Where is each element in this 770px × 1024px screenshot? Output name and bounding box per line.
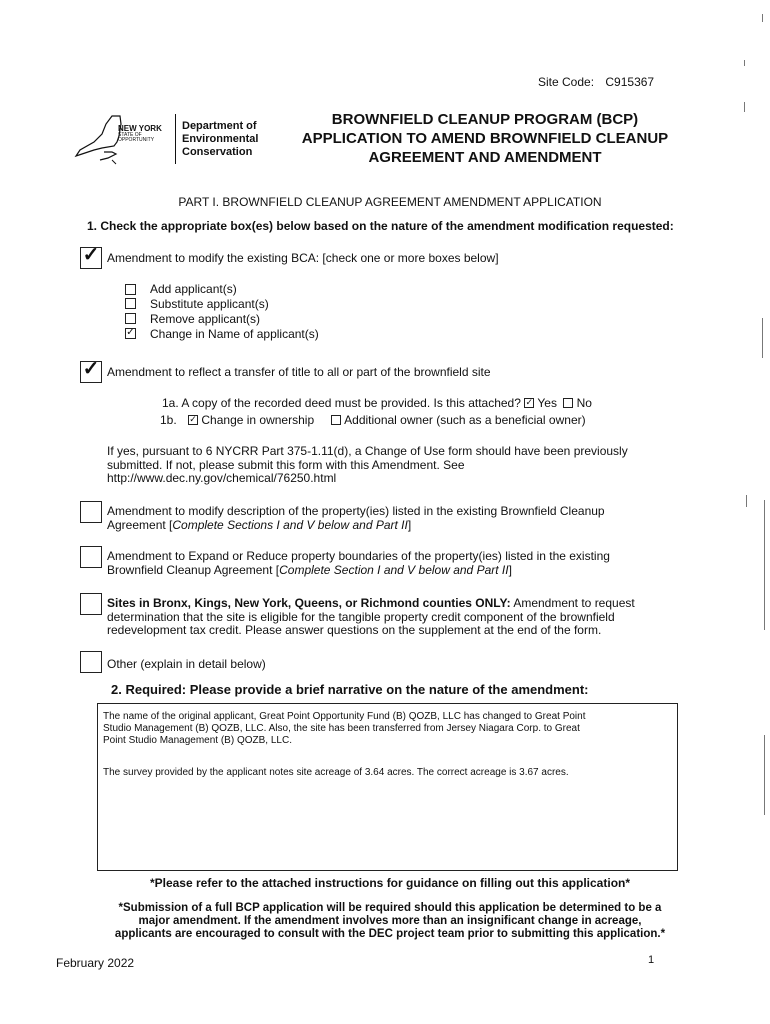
question-2: 2. Required: Please provide a brief narrative on the nature of the amendment: bbox=[111, 682, 589, 697]
site-code-label: Site Code: bbox=[538, 75, 595, 89]
expand-reduce-line1: Amendment to Expand or Reduce property boundaries of the property(ies) listed in the existing bbox=[107, 549, 610, 563]
checkmark-icon: ✓ bbox=[126, 327, 135, 338]
change-of-use-line1: If yes, pursuant to 6 NYCRR Part 375-1.11(d), a Change of Use form should have been previously bbox=[107, 444, 628, 458]
remove-applicant-checkbox[interactable] bbox=[125, 313, 136, 324]
change-of-use-line2: submitted. If not, please submit this form with this Amendment. See bbox=[107, 457, 465, 472]
additional-owner-checkbox[interactable] bbox=[331, 415, 341, 425]
scan-artifact bbox=[762, 318, 763, 358]
scan-artifact bbox=[744, 60, 745, 66]
checkmark-icon: ✓ bbox=[189, 414, 197, 424]
submission-line2: major amendment. If the amendment involves more than an insignificant change in acreage, bbox=[138, 915, 642, 927]
logo-dept-line1: Department of bbox=[182, 120, 257, 132]
remove-applicant-label: Remove applicant(s) bbox=[150, 312, 261, 326]
change-name-checkbox[interactable] bbox=[125, 328, 136, 339]
modify-description-line1: Amendment to modify description of the property(ies) listed in the existing Brownfield Cleanup bbox=[107, 504, 605, 518]
scan-artifact bbox=[764, 735, 765, 815]
expand-reduce-line2-c: ] bbox=[508, 562, 512, 577]
modify-description-line2-a: Agreement [ bbox=[107, 517, 173, 532]
question-1a-text: 1a. A copy of the recorded deed must be provided. Is this attached? bbox=[162, 396, 521, 410]
add-applicant-checkbox[interactable] bbox=[125, 284, 136, 295]
checkmark-icon: ✓ bbox=[82, 244, 100, 266]
nyc-sites-label bbox=[107, 597, 635, 638]
footer-date: February 2022 bbox=[56, 956, 135, 970]
part1-heading: PART I. BROWNFIELD CLEANUP AGREEMENT AMENDMENT APPLICATION bbox=[178, 195, 602, 209]
logo-dept-line3: Conservation bbox=[182, 146, 253, 158]
instructions-note: *Please refer to the attached instructions for guidance on filling out this application* bbox=[149, 876, 631, 890]
narrative-textarea[interactable] bbox=[97, 703, 678, 871]
modify-description-checkbox[interactable] bbox=[80, 501, 102, 523]
change-ownership-checkbox[interactable] bbox=[188, 415, 198, 425]
additional-owner-label: Additional owner (such as a beneficial owner) bbox=[344, 413, 586, 427]
expand-reduce-label bbox=[107, 550, 610, 577]
transfer-checkbox[interactable] bbox=[80, 358, 102, 383]
question-1a bbox=[162, 396, 592, 410]
substitute-applicant-label: Substitute applicant(s) bbox=[150, 297, 269, 311]
add-applicant-label: Add applicant(s) bbox=[150, 282, 237, 296]
change-ownership-label: Change in ownership bbox=[201, 413, 315, 427]
expand-reduce-line2-a: Brownfield Cleanup Agreement [ bbox=[107, 562, 280, 577]
site-code-value: C915367 bbox=[605, 75, 655, 89]
question-1b bbox=[160, 413, 586, 427]
modify-description-line2-c: ] bbox=[407, 517, 412, 532]
question-1: 1. Check the appropriate box(es) below based on the nature of the amendment modification requested: bbox=[87, 219, 674, 233]
modify-description-line2-italic: Complete Sections I and V below and Part II bbox=[172, 517, 408, 532]
title-line3: AGREEMENT AND AMENDMENT bbox=[368, 149, 602, 166]
narrative-paragraph-2: The survey provided by the applicant notes site acreage of 3.64 acres. The correct acreage is 3.67 acres. bbox=[103, 767, 569, 778]
modify-description-label bbox=[107, 505, 605, 532]
scan-artifact bbox=[762, 14, 763, 22]
scan-artifact bbox=[764, 500, 765, 630]
expand-reduce-checkbox[interactable] bbox=[80, 546, 102, 568]
modify-bca-checkbox[interactable] bbox=[80, 244, 102, 269]
other-label: Other (explain in detail below) bbox=[107, 657, 266, 671]
change-of-use-note bbox=[107, 445, 687, 486]
question-1b-prefix: 1b. bbox=[160, 413, 177, 427]
logo-state-of: STATE OF bbox=[118, 132, 142, 138]
nyc-sites-line2: determination that the site is eligible for the tangible property credit component of the brownfield bbox=[107, 609, 615, 624]
page-number: 1 bbox=[648, 954, 655, 966]
nyc-sites-checkbox[interactable] bbox=[80, 593, 102, 615]
title-line2: APPLICATION TO AMEND BROWNFIELD CLEANUP bbox=[301, 130, 669, 147]
scan-artifact bbox=[744, 102, 745, 112]
narrative-p1-line3: Point Studio Management (B) QOZB, LLC. bbox=[103, 735, 292, 746]
modify-description-line2 bbox=[107, 519, 605, 533]
submission-note bbox=[70, 902, 710, 941]
deed-yes-checkbox[interactable] bbox=[524, 398, 534, 408]
scan-artifact bbox=[746, 495, 747, 507]
logo-state-name: NEW YORK bbox=[118, 124, 162, 133]
expand-reduce-line2-italic: Complete Section I and V below and Part II bbox=[279, 562, 509, 577]
nyc-sites-line3: redevelopment tax credit. Please answer questions on the supplement at the end of the form. bbox=[107, 623, 602, 637]
deed-no-checkbox[interactable] bbox=[563, 398, 573, 408]
nyc-sites-line1-rest: Amendment to request bbox=[510, 596, 635, 610]
title-line1: BROWNFIELD CLEANUP PROGRAM (BCP) bbox=[331, 111, 639, 128]
form-title bbox=[275, 110, 695, 167]
logo-divider bbox=[175, 114, 176, 164]
modify-bca-label: Amendment to modify the existing BCA: [check one or more boxes below] bbox=[107, 251, 499, 265]
expand-reduce-line2 bbox=[107, 564, 610, 578]
change-name-label: Change in Name of applicant(s) bbox=[150, 327, 319, 341]
transfer-label: Amendment to reflect a transfer of title to all or part of the brownfield site bbox=[107, 365, 491, 379]
logo-opportunity: OPPORTUNITY bbox=[118, 137, 155, 143]
other-checkbox[interactable] bbox=[80, 651, 102, 673]
substitute-applicant-checkbox[interactable] bbox=[125, 298, 136, 309]
nyc-sites-bold: Sites in Bronx, Kings, New York, Queens, or Richmond counties ONLY: bbox=[107, 596, 511, 610]
dec-logo bbox=[72, 112, 272, 168]
submission-line1: *Submission of a full BCP application will be required should this application be determined to be a bbox=[118, 902, 662, 914]
narrative-paragraph-1 bbox=[103, 711, 585, 747]
checkmark-icon: ✓ bbox=[525, 397, 534, 407]
site-code bbox=[538, 75, 654, 89]
logo-dept-line2: Environmental bbox=[182, 133, 259, 145]
change-of-use-link[interactable]: http://www.dec.ny.gov/chemical/76250.html bbox=[107, 471, 337, 485]
narrative-p1-line2: Studio Management (B) QOZB, LLC. Also, the site has been transferred from Jersey Niagara Corp. to Great bbox=[103, 723, 580, 734]
submission-line3: applicants are encouraged to consult with the DEC project team prior to submitting this application.* bbox=[114, 928, 666, 940]
nyc-sites-line1 bbox=[107, 597, 635, 611]
checkmark-icon: ✓ bbox=[82, 358, 100, 380]
narrative-p1-line1: The name of the original applicant, Great Point Opportunity Fund (B) QOZB, LLC has changed to Great Point bbox=[103, 711, 586, 722]
deed-yes-label: Yes bbox=[537, 396, 557, 410]
deed-no-label: No bbox=[576, 396, 592, 410]
